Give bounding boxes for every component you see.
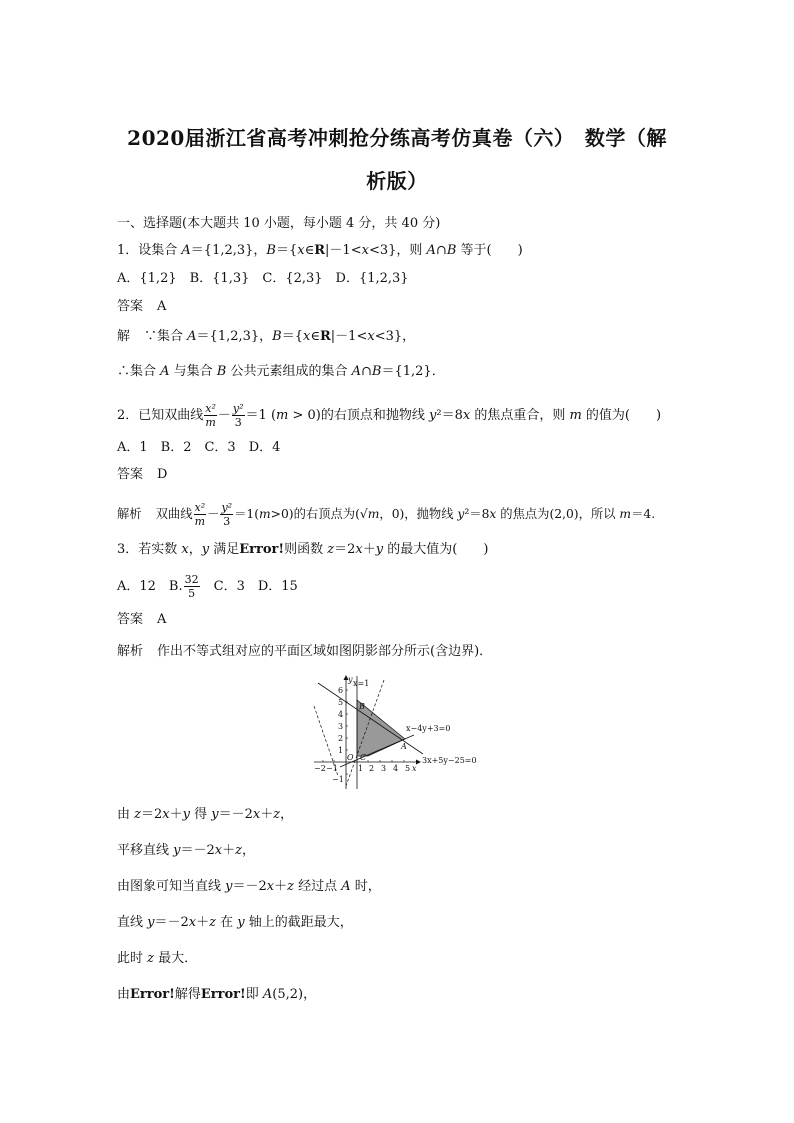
numerator: x² xyxy=(194,501,206,514)
text: ²＝8 xyxy=(436,408,463,423)
text: ＝1 ( xyxy=(245,408,277,423)
solution-step-6 xyxy=(117,985,316,1005)
text: ＝{1,2}． xyxy=(381,364,445,379)
text: 2．已知双曲线 xyxy=(117,408,204,423)
text: ∵集合 xyxy=(144,329,188,344)
question-2-stem xyxy=(117,402,661,429)
text: 的最大值为( ) xyxy=(383,542,489,557)
text: ＝－2 xyxy=(154,915,189,930)
var: x xyxy=(181,542,189,557)
y-tick-label: 3 xyxy=(338,722,344,731)
text: 平移直线 xyxy=(117,843,174,858)
var: z xyxy=(235,843,242,858)
solution-step-2 xyxy=(117,841,255,861)
x-tick-labels xyxy=(314,764,410,773)
var: x xyxy=(355,542,363,557)
text: <3}， xyxy=(374,329,416,344)
solution-step-3 xyxy=(117,877,381,897)
numerator: y² xyxy=(232,402,244,415)
var: m xyxy=(259,507,271,521)
y-tick-label: 4 xyxy=(338,710,344,719)
text: 3．若实数 xyxy=(117,542,182,557)
text: ＋ xyxy=(274,879,288,894)
text: ＝{1,2,3}， xyxy=(190,243,267,258)
text: 等于( ) xyxy=(456,243,523,258)
feasible-region-figure xyxy=(310,672,490,792)
question-2-options: A．1 B．2 C．3 D．4 xyxy=(117,440,281,455)
solution-label: 解析 xyxy=(117,644,144,659)
fraction xyxy=(194,501,207,528)
point-label-c: C xyxy=(360,753,367,762)
var: A xyxy=(187,329,197,344)
var: x xyxy=(303,329,311,344)
error-text: Error! xyxy=(239,542,285,557)
numerator: x² xyxy=(205,402,216,415)
y-axis-label: y xyxy=(348,675,353,684)
x-tick-label: 4 xyxy=(393,764,399,773)
var: y xyxy=(211,807,219,822)
solution-label: 解析 xyxy=(117,507,142,521)
answer-value: A xyxy=(157,612,167,627)
text: > 0)的右顶点和抛物线 xyxy=(288,408,429,423)
denominator: m xyxy=(205,416,216,429)
text: 的焦点重合，则 xyxy=(470,408,570,423)
text: 满足 xyxy=(209,542,240,557)
var: y xyxy=(237,915,245,930)
var: x xyxy=(489,507,497,521)
text: ＝4. xyxy=(631,507,656,521)
text: (5,2)， xyxy=(272,987,317,1002)
var: R xyxy=(314,243,326,258)
answer-label: 答案 xyxy=(117,612,144,627)
text: 即 xyxy=(245,987,263,1002)
var: B xyxy=(216,364,227,379)
origin-label: O xyxy=(347,753,354,762)
error-text: Error! xyxy=(200,987,246,1002)
text: ∩ xyxy=(361,364,372,379)
answer-value: A xyxy=(157,299,167,314)
text: ²＝8 xyxy=(464,507,490,521)
var: y xyxy=(201,542,210,557)
x-tick-label: 3 xyxy=(381,764,387,773)
text: ＋ xyxy=(260,807,274,822)
question-3-solution-intro xyxy=(117,642,492,662)
line-label-x-equals-1: x=1 xyxy=(353,679,370,688)
text: ， xyxy=(280,807,294,822)
text: ＝{ xyxy=(281,329,304,344)
text: ， xyxy=(242,843,256,858)
question-2-solution xyxy=(117,501,655,528)
y-tick-label: 5 xyxy=(338,698,344,707)
var: B xyxy=(266,243,276,258)
text: 轴上的截距最大， xyxy=(244,915,353,930)
text: ＝－2 xyxy=(232,879,267,894)
text: <3}，则 xyxy=(368,243,427,258)
text: ＝－2 xyxy=(180,843,215,858)
answer-value: D xyxy=(157,467,168,482)
y-tick-label: 2 xyxy=(338,734,344,743)
x-tick-label: 2 xyxy=(369,764,375,773)
var: x xyxy=(252,807,261,822)
var: A xyxy=(181,243,191,258)
line-label-3x-5y-25: 3x+5y−25=0 xyxy=(422,756,477,765)
question-3-stem xyxy=(117,540,488,560)
var: A xyxy=(426,243,436,258)
text: 时， xyxy=(350,879,381,894)
text: ＝{ xyxy=(275,243,298,258)
text: ＋ xyxy=(196,915,210,930)
answer-label: 答案 xyxy=(117,467,144,482)
question-1-stem xyxy=(117,241,523,261)
question-3-options xyxy=(117,573,298,600)
text: ∈ xyxy=(304,243,315,258)
var: y xyxy=(375,542,384,557)
var: m xyxy=(569,408,582,423)
text: 此时 xyxy=(117,951,148,966)
question-1-answer xyxy=(117,297,166,317)
text: 的值为( ) xyxy=(581,408,662,423)
text: ＝2 xyxy=(141,807,163,822)
question-1-solution-line-1 xyxy=(117,327,415,347)
text: ＝1( xyxy=(234,507,259,521)
fraction xyxy=(220,501,233,528)
var: m xyxy=(367,507,380,521)
text: 得 xyxy=(190,807,212,822)
solution-step-5 xyxy=(117,949,197,969)
text: 最大． xyxy=(154,951,198,966)
denominator: m xyxy=(194,515,206,528)
solution-label: 解 xyxy=(117,329,131,344)
text: 由 xyxy=(117,987,131,1002)
var: A xyxy=(262,987,273,1002)
line-label-x-4y-3: x−4y+3=0 xyxy=(406,724,451,733)
x-tick-label: −1 xyxy=(326,764,338,773)
var: B xyxy=(272,329,282,344)
var: x xyxy=(162,807,170,822)
solution-step-1 xyxy=(117,805,293,825)
text: ＋ xyxy=(362,542,376,557)
text: 公共元素组成的集合 xyxy=(226,364,352,379)
text: |－1< xyxy=(330,329,368,344)
text: ＝{1,2,3}， xyxy=(196,329,273,344)
var: B xyxy=(446,243,457,258)
text: ∴集合 xyxy=(117,364,161,379)
x-tick-label: 1 xyxy=(358,764,364,773)
var: y xyxy=(225,879,233,894)
text: 在 xyxy=(216,915,238,930)
text: ，0)，抛物线 xyxy=(379,507,458,521)
x-tick-label: 5 xyxy=(405,764,411,773)
text: 经过点 xyxy=(294,879,342,894)
var: m xyxy=(619,507,632,521)
var: x xyxy=(367,329,375,344)
var: x xyxy=(297,243,305,258)
text: 与集合 xyxy=(169,364,217,379)
text: 作出不等式组对应的平面区域如图阴影部分所示(含边界)． xyxy=(157,644,493,659)
var: A xyxy=(351,364,362,379)
var: y xyxy=(457,507,465,521)
text: － xyxy=(217,408,231,423)
text: 双曲线 xyxy=(155,507,193,521)
y-tick-label: 1 xyxy=(338,746,344,755)
numerator: 32 xyxy=(184,573,199,586)
var: A xyxy=(341,879,351,894)
var: m xyxy=(276,408,289,423)
fraction xyxy=(184,573,200,600)
text: C．3 D．15 xyxy=(200,579,298,594)
text: ＋ xyxy=(169,807,183,822)
text: ∈ xyxy=(310,329,320,344)
var: z xyxy=(134,807,141,822)
text: |－1< xyxy=(325,243,362,258)
question-1-solution-line-2 xyxy=(117,362,445,382)
var: x xyxy=(361,243,369,258)
x-axis-arrow xyxy=(416,760,421,765)
var: z xyxy=(287,879,294,894)
text: ∩ xyxy=(435,243,447,258)
text: － xyxy=(207,507,220,521)
text: ， xyxy=(188,542,202,557)
error-text: Error! xyxy=(130,987,175,1002)
x-tick-label: −2 xyxy=(314,764,326,773)
var: y xyxy=(429,408,437,423)
question-2-answer xyxy=(117,465,167,485)
var: x xyxy=(188,915,197,930)
denominator: 5 xyxy=(188,587,196,600)
question-1-options: A．{1,2} B．{1,3} C．{2,3} D．{1,2,3} xyxy=(117,271,409,286)
var: z xyxy=(147,951,154,966)
text: 的焦点为(2,0)，所以 xyxy=(496,507,620,521)
var: z xyxy=(273,807,281,822)
point-label-b: B xyxy=(359,702,365,711)
var: x xyxy=(462,408,471,423)
var: A xyxy=(160,364,170,379)
text: >0)的右顶点为(√ xyxy=(270,507,368,521)
y-tick-label: 6 xyxy=(338,686,344,695)
numerator: y² xyxy=(221,501,233,514)
var: x xyxy=(266,879,275,894)
denominator: 3 xyxy=(223,515,231,528)
fraction xyxy=(204,402,217,429)
text: 直线 xyxy=(117,915,148,930)
title-line-1: 2020届浙江省高考冲刺抢分练高考仿真卷（六） 数学（解 xyxy=(127,126,667,150)
var: B xyxy=(371,364,382,379)
text: ＋ xyxy=(222,843,236,858)
text: ＝2 xyxy=(334,542,356,557)
var: z xyxy=(209,915,216,930)
x-axis-label: x xyxy=(412,764,417,773)
var: z xyxy=(327,542,335,557)
title-line-2: 析版） xyxy=(366,169,428,193)
solution-step-4 xyxy=(117,913,353,933)
answer-label: 答案 xyxy=(117,299,144,314)
text: ＝－2 xyxy=(218,807,253,822)
y-tick-label: −1 xyxy=(332,775,344,784)
text: A．12 B. xyxy=(117,579,183,594)
text: 解得 xyxy=(174,987,201,1002)
question-3-answer xyxy=(117,610,166,630)
fraction xyxy=(232,402,245,429)
text: 1．设集合 xyxy=(117,243,182,258)
var: x xyxy=(214,843,223,858)
var: y xyxy=(147,915,155,930)
text: 则函数 xyxy=(284,542,328,557)
text: 由图象可知当直线 xyxy=(117,879,226,894)
denominator: 3 xyxy=(234,416,242,429)
point-label-a: A xyxy=(401,742,407,751)
text: 由 xyxy=(117,807,135,822)
var: y xyxy=(182,807,190,822)
var: y xyxy=(173,843,181,858)
var: R xyxy=(319,329,331,344)
section-heading: 一、选择题(本大题共 10 小题，每小题 4 分，共 40 分) xyxy=(117,216,441,231)
